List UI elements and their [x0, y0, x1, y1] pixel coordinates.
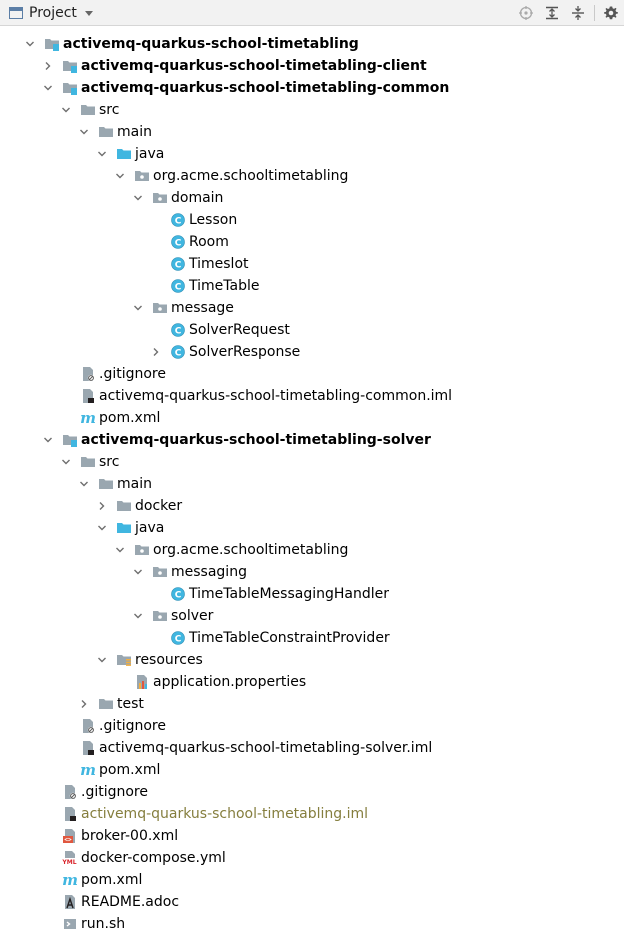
tree-item-label: activemq-quarkus-school-timetabling-common.iml: [99, 388, 453, 404]
tree-row[interactable]: [0, 275, 624, 297]
xml-file-icon: [62, 828, 78, 844]
tree-item-label: README.adoc: [81, 894, 180, 910]
tree-row[interactable]: [0, 495, 624, 517]
chevron-down-icon[interactable]: [132, 610, 144, 622]
chevron-down-icon[interactable]: [78, 126, 90, 138]
chevron-right-icon[interactable]: [96, 500, 108, 512]
class-icon: [170, 278, 186, 294]
tree-item-label: message: [171, 300, 234, 316]
svg-text:C: C: [174, 216, 182, 227]
tree-item-label: pom.xml: [81, 872, 143, 888]
tree-item-label: activemq-quarkus-school-timetabling-client: [81, 58, 427, 74]
class-icon: [170, 630, 186, 646]
folder-icon: [98, 124, 114, 140]
tree-item-label: Room: [189, 234, 229, 250]
tree-item-label: pom.xml: [99, 410, 161, 426]
class-icon: [170, 212, 186, 228]
tree-row[interactable]: [0, 429, 624, 451]
folder-icon: [98, 476, 114, 492]
tree-row[interactable]: [0, 539, 624, 561]
tree-row[interactable]: [0, 77, 624, 99]
svg-text:YML: YML: [62, 859, 77, 866]
tree-item-label: messaging: [171, 564, 247, 580]
chevron-down-icon[interactable]: [60, 104, 72, 116]
tree-row[interactable]: [0, 33, 624, 55]
tree-item-label: Timeslot: [189, 256, 249, 272]
tree-row[interactable]: [0, 803, 624, 825]
tree-item-label: test: [117, 696, 144, 712]
tree-item-label: .gitignore: [81, 784, 148, 800]
chevron-down-icon[interactable]: [114, 544, 126, 556]
locate-icon[interactable]: [513, 0, 539, 26]
tree-item-label: activemq-quarkus-school-timetabling: [63, 36, 359, 52]
tree-item-label: main: [117, 124, 152, 140]
package-icon: [152, 300, 168, 316]
svg-text:C: C: [174, 634, 182, 645]
tree-row[interactable]: [0, 319, 624, 341]
tree-item-label: src: [99, 102, 120, 118]
svg-text:C: C: [174, 238, 182, 249]
tree-item-label: activemq-quarkus-school-timetabling-solver.iml: [99, 740, 433, 756]
module-folder-icon: [62, 58, 78, 74]
gitignore-icon: [62, 784, 78, 800]
tree-item-label: org.acme.schooltimetabling: [153, 168, 349, 184]
tree-row[interactable]: [0, 605, 624, 627]
tree-item-label: TimeTable: [189, 278, 260, 294]
tree-row[interactable]: [0, 385, 624, 407]
shell-script-icon: [62, 916, 78, 932]
tree-row[interactable]: [0, 649, 624, 671]
package-icon: [152, 608, 168, 624]
package-icon: [134, 168, 150, 184]
chevron-down-icon[interactable]: [132, 566, 144, 578]
tree-item-label: main: [117, 476, 152, 492]
gear-icon[interactable]: [598, 0, 624, 26]
source-folder-icon: [116, 146, 132, 162]
module-folder-icon: [62, 432, 78, 448]
collapse-all-icon[interactable]: [565, 0, 591, 26]
tree-row[interactable]: [0, 363, 624, 385]
chevron-down-icon: [85, 11, 93, 16]
tree-item-label: SolverResponse: [189, 344, 301, 360]
tree-row[interactable]: [0, 231, 624, 253]
tree-row[interactable]: [0, 715, 624, 737]
tree-row[interactable]: [0, 693, 624, 715]
tree-item-label: SolverRequest: [189, 322, 290, 338]
yml-file-icon: [62, 850, 78, 866]
tree-item-label: activemq-quarkus-school-timetabling-common: [81, 80, 450, 96]
resources-folder-icon: [116, 652, 132, 668]
iml-file-icon: [62, 806, 78, 822]
tree-item-label: activemq-quarkus-school-timetabling-solver: [81, 432, 431, 448]
gitignore-icon: [80, 366, 96, 382]
class-icon: [170, 586, 186, 602]
tree-item-label: docker-compose.yml: [81, 850, 226, 866]
tree-item-label: java: [135, 146, 165, 162]
properties-file-icon: [134, 674, 150, 690]
chevron-down-icon[interactable]: [42, 82, 54, 94]
tree-item-label: domain: [171, 190, 224, 206]
tree-row[interactable]: [0, 517, 624, 539]
class-icon: [170, 322, 186, 338]
tree-row[interactable]: [0, 341, 624, 363]
tree-row[interactable]: [0, 627, 624, 649]
folder-icon: [80, 454, 96, 470]
panel-title: Project: [29, 5, 77, 21]
gitignore-icon: [80, 718, 96, 734]
maven-icon: [62, 872, 78, 888]
tree-item-label: src: [99, 454, 120, 470]
tree-item-label: broker-00.xml: [81, 828, 179, 844]
tree-row[interactable]: [0, 825, 624, 847]
svg-text:m: m: [62, 872, 78, 888]
tree-row[interactable]: [0, 759, 624, 781]
toolbar-divider: [594, 5, 595, 21]
tree-item-label: pom.xml: [99, 762, 161, 778]
tree-item-label: TimeTableMessagingHandler: [189, 586, 389, 602]
tree-row[interactable]: [0, 583, 624, 605]
tree-row[interactable]: [0, 121, 624, 143]
tree-row[interactable]: [0, 913, 624, 935]
module-folder-icon: [44, 36, 60, 52]
chevron-down-icon[interactable]: [132, 192, 144, 204]
folder-icon: [80, 102, 96, 118]
source-folder-icon: [116, 520, 132, 536]
chevron-down-icon[interactable]: [96, 654, 108, 666]
chevron-down-icon[interactable]: [60, 456, 72, 468]
tree-item-label: java: [135, 520, 165, 536]
tree-item-label: resources: [135, 652, 203, 668]
svg-text:C: C: [174, 260, 182, 271]
tree-row[interactable]: [0, 869, 624, 891]
chevron-down-icon[interactable]: [42, 434, 54, 446]
tree-row[interactable]: [0, 209, 624, 231]
tree-row[interactable]: [0, 451, 624, 473]
maven-icon: [80, 762, 96, 778]
tree-item-label: application.properties: [153, 674, 307, 690]
tree-row[interactable]: [0, 297, 624, 319]
chevron-down-icon[interactable]: [114, 170, 126, 182]
chevron-down-icon[interactable]: [24, 38, 36, 50]
iml-file-icon: [80, 388, 96, 404]
svg-text:m: m: [80, 410, 96, 426]
expand-all-icon[interactable]: [539, 0, 565, 26]
svg-text:C: C: [174, 590, 182, 601]
chevron-right-icon[interactable]: [42, 60, 54, 72]
chevron-right-icon[interactable]: [150, 346, 162, 358]
tree-row[interactable]: [0, 407, 624, 429]
tree-row[interactable]: [0, 847, 624, 869]
svg-text:C: C: [174, 326, 182, 337]
project-view-selector[interactable]: [9, 4, 93, 22]
module-folder-icon: [62, 80, 78, 96]
tree-item-label: docker: [135, 498, 183, 514]
svg-text:C: C: [174, 348, 182, 359]
tree-item-label: solver: [171, 608, 214, 624]
package-icon: [152, 190, 168, 206]
tree-row[interactable]: [0, 165, 624, 187]
tree-item-label: .gitignore: [99, 366, 166, 382]
project-toolbar: [0, 0, 624, 26]
tree-row[interactable]: [0, 99, 624, 121]
tree-item-label: Lesson: [189, 212, 238, 228]
tree-row[interactable]: [0, 737, 624, 759]
tree-item-label: org.acme.schooltimetabling: [153, 542, 349, 558]
tree-row[interactable]: [0, 143, 624, 165]
svg-text:<>: <>: [64, 836, 72, 844]
svg-text:m: m: [80, 762, 96, 778]
tree-item-label: run.sh: [81, 916, 126, 932]
tree-item-label: activemq-quarkus-school-timetabling.iml: [81, 806, 369, 822]
tree-row[interactable]: [0, 891, 624, 913]
tree-item-label: .gitignore: [99, 718, 166, 734]
tree-row[interactable]: [0, 55, 624, 77]
chevron-right-icon[interactable]: [78, 698, 90, 710]
folder-icon: [98, 696, 114, 712]
tree-row[interactable]: [0, 253, 624, 275]
tree-row[interactable]: [0, 187, 624, 209]
chevron-down-icon[interactable]: [96, 148, 108, 160]
package-icon: [152, 564, 168, 580]
tree-row[interactable]: [0, 781, 624, 803]
svg-text:C: C: [174, 282, 182, 293]
tree-row[interactable]: [0, 561, 624, 583]
chevron-down-icon[interactable]: [78, 478, 90, 490]
chevron-down-icon[interactable]: [132, 302, 144, 314]
class-icon: [170, 234, 186, 250]
tree-row[interactable]: [0, 671, 624, 693]
class-icon: [170, 344, 186, 360]
class-icon: [170, 256, 186, 272]
package-icon: [134, 542, 150, 558]
folder-icon: [116, 498, 132, 514]
tree-item-label: TimeTableConstraintProvider: [189, 630, 390, 646]
project-window-icon: [9, 7, 23, 19]
project-tree: [0, 33, 624, 935]
maven-icon: [80, 410, 96, 426]
iml-file-icon: [80, 740, 96, 756]
asciidoc-file-icon: [62, 894, 78, 910]
chevron-down-icon[interactable]: [96, 522, 108, 534]
tree-row[interactable]: [0, 473, 624, 495]
